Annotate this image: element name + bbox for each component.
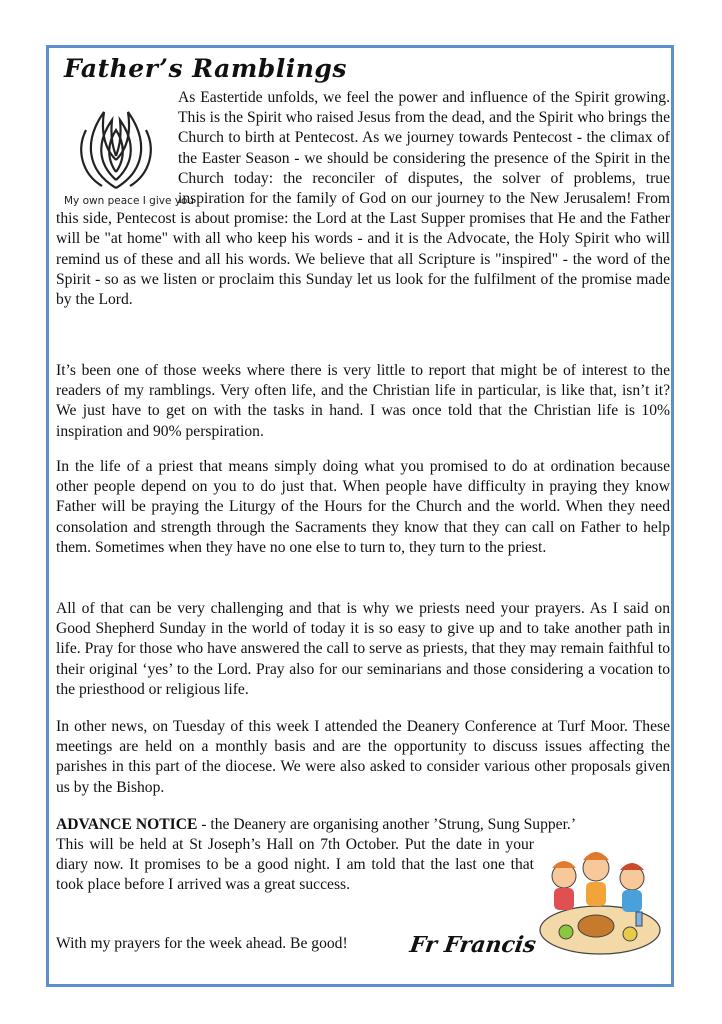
paragraph-week-report: It’s been one of those weeks where there is very little to report that might be of interest to the readers of my ramblings. Very often life, and the Christian life in particular, is like that, isn’t it? We just have to get on with the tasks in hand. I was once told that the Christian life is 10% inspiration and 90% perspiration. — [56, 362, 670, 440]
paragraph-news: In other news, on Tuesday of this week I attended the Deanery Conference at Turf Moor. These meetings are held on a monthly basis and are the opportunity to discuss issues affecting the parishes in this part of the diocese. We were also asked to consider various other proposals given us by the Bishop. — [56, 718, 670, 796]
closing-line: With my prayers for the week ahead. Be good! — [56, 935, 348, 952]
paragraph-advance-notice-details: This will be held at St Joseph’s Hall on 7th October. Put the date in your diary now. It promises to be a good night. I am told that the last one that took place before I arrived was a great success. — [56, 836, 534, 894]
emblem-caption: My own peace I give you — [64, 195, 195, 207]
advance-notice-label: ADVANCE NOTICE — [56, 816, 198, 833]
paragraph-intro: As Eastertide unfolds, we feel the power and influence of the Spirit growing. This is the Spirit who raised Jesus from the dead, and the Spirit who brings the Church to birth at Pentecost. As we journey towards Pentecost - the climax of the Easter Season - we should be considering the presence of the Spirit in the Church today: the reconciler of disputes, the solver of problems, true inspiration for the family of God on our journey to the New Jerusalem! From this side, Pentecost is about promise: the Lord at the Last Supper promises that He and the Father will be "at home" with all who keep his words - and it is the Advocate, the Holy Spirit who will remind us of these and all his words. We believe that all Scripture is "inspired" - the word of the Spirit - so as we listen or proclaim this Sunday let us look for the fulfilment of the promise made by the Lord. — [56, 89, 670, 309]
paragraph-prayers: All of that can be very challenging and that is why we priests need your prayers. As I said on Good Shepherd Sunday in the world of today it is so easy to give up and to take another path in life. Pray for those who have answered the call to serve as priests, that they may remain faithful to their original ‘yes’ to the Lord. Pray also for our seminarians and those considering a vocation to the priesthood or religious life. — [56, 600, 670, 698]
article-title: Father’s Ramblings — [64, 54, 347, 83]
paragraph-priest-life: In the life of a priest that means simply doing what you promised to do at ordination because other people depend on you to do just that. When people have difficulty in praying they know Father will be praying the Liturgy of the Hours for the Church and the world. When they need consolation and strength through the Sacraments they know that they can call on Father to help them. Sometimes when they have no one else to turn to, they turn to the priest. — [56, 458, 670, 556]
signature: Fr Francis — [408, 932, 538, 958]
paragraph-advance-notice: ADVANCE NOTICE - the Deanery are organising another ’Strung, Sung Supper.’ — [56, 816, 577, 833]
family-feast-illustration — [536, 846, 664, 962]
